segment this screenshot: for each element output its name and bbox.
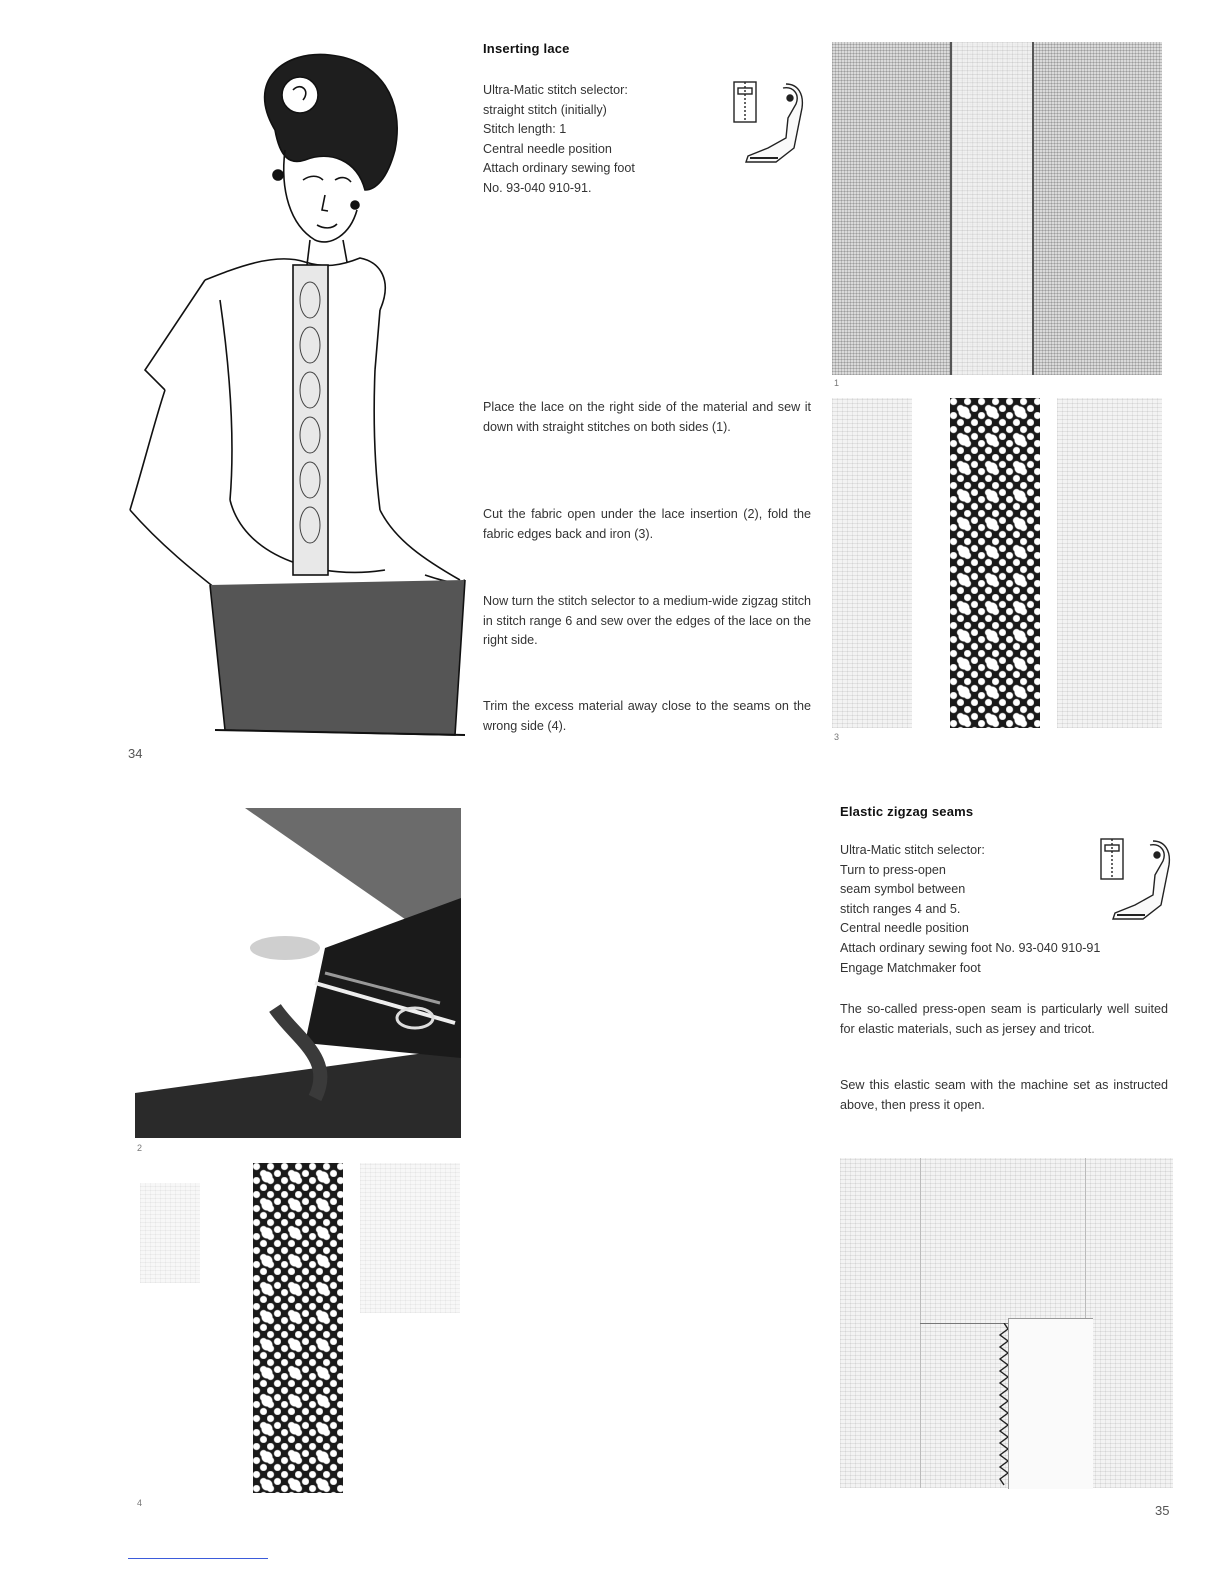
page-number: 35 <box>1155 1503 1170 1518</box>
lace-photo-figure-4 <box>135 1163 461 1493</box>
settings-line: stitch ranges 4 and 5. <box>840 901 961 916</box>
step-text: Place the lace on the right side of the material and sew it down with straight stitches on both sides (1). <box>483 400 811 434</box>
lace-band <box>253 1163 343 1493</box>
step-text: Cut the fabric open under the lace insertion (2), fold the fabric edges back and iron (3). <box>483 507 811 541</box>
settings-line: Attach ordinary sewing foot No. 93-040 910-91 <box>840 940 1101 955</box>
seam-photo <box>840 1158 1173 1488</box>
figure-label: 2 <box>137 1143 143 1153</box>
woman-illustration <box>125 40 470 740</box>
scissors-cutting-photo <box>135 808 461 1138</box>
sewing-foot-icon <box>728 78 810 166</box>
folded-panel <box>1008 1318 1093 1489</box>
settings-line: Stitch length: 1 <box>483 122 567 137</box>
step-text: Now turn the stitch selector to a medium-wide zigzag stitch in stitch range 6 and sew over the edges of the lace on the right side. <box>483 594 811 648</box>
bottom-rule <box>128 1558 268 1559</box>
settings-line: Engage Matchmaker foot <box>840 960 981 975</box>
settings-list-lace <box>483 81 723 199</box>
fabric-right <box>1057 398 1162 728</box>
section-title-elastic-zigzag: Elastic zigzag seams <box>840 804 974 819</box>
stitch-line <box>1032 42 1034 375</box>
settings-line: Turn to press-open <box>840 862 946 877</box>
figure-label: 1 <box>834 378 840 388</box>
lace-band <box>950 398 1040 728</box>
settings-line: Attach ordinary sewing foot <box>483 161 635 176</box>
sewing-foot-icon <box>1095 835 1177 923</box>
fabric-right <box>360 1163 460 1313</box>
paragraph: Sew this elastic seam with the machine set as instructed above, then press it open. <box>840 1078 1168 1112</box>
paragraph: The so-called press-open seam is particularly well suited for elastic materials, such as jersey and tricot. <box>840 1002 1168 1036</box>
fabric-left <box>140 1183 200 1283</box>
lace-photo-figure-3 <box>832 398 1162 728</box>
page-number: 34 <box>128 746 143 761</box>
settings-line: No. 93-040 910-91. <box>483 180 592 195</box>
stitch-line <box>950 42 952 375</box>
figure-label: 3 <box>834 732 840 742</box>
fabric-left <box>832 398 912 728</box>
settings-line: seam symbol between <box>840 882 966 897</box>
lace-photo-figure-1 <box>832 42 1162 375</box>
settings-line: Central needle position <box>483 141 612 156</box>
settings-line: straight stitch (initially) <box>483 102 607 117</box>
settings-line: Central needle position <box>840 921 969 936</box>
settings-line: Ultra-Matic stitch selector: <box>840 843 985 857</box>
figure-label: 4 <box>137 1498 143 1508</box>
settings-line: Ultra-Matic stitch selector: <box>483 83 628 97</box>
step-text: Trim the excess material away close to the seams on the wrong side (4). <box>483 699 811 733</box>
lace-strip <box>952 42 1032 375</box>
section-title-inserting-lace: Inserting lace <box>483 41 570 56</box>
